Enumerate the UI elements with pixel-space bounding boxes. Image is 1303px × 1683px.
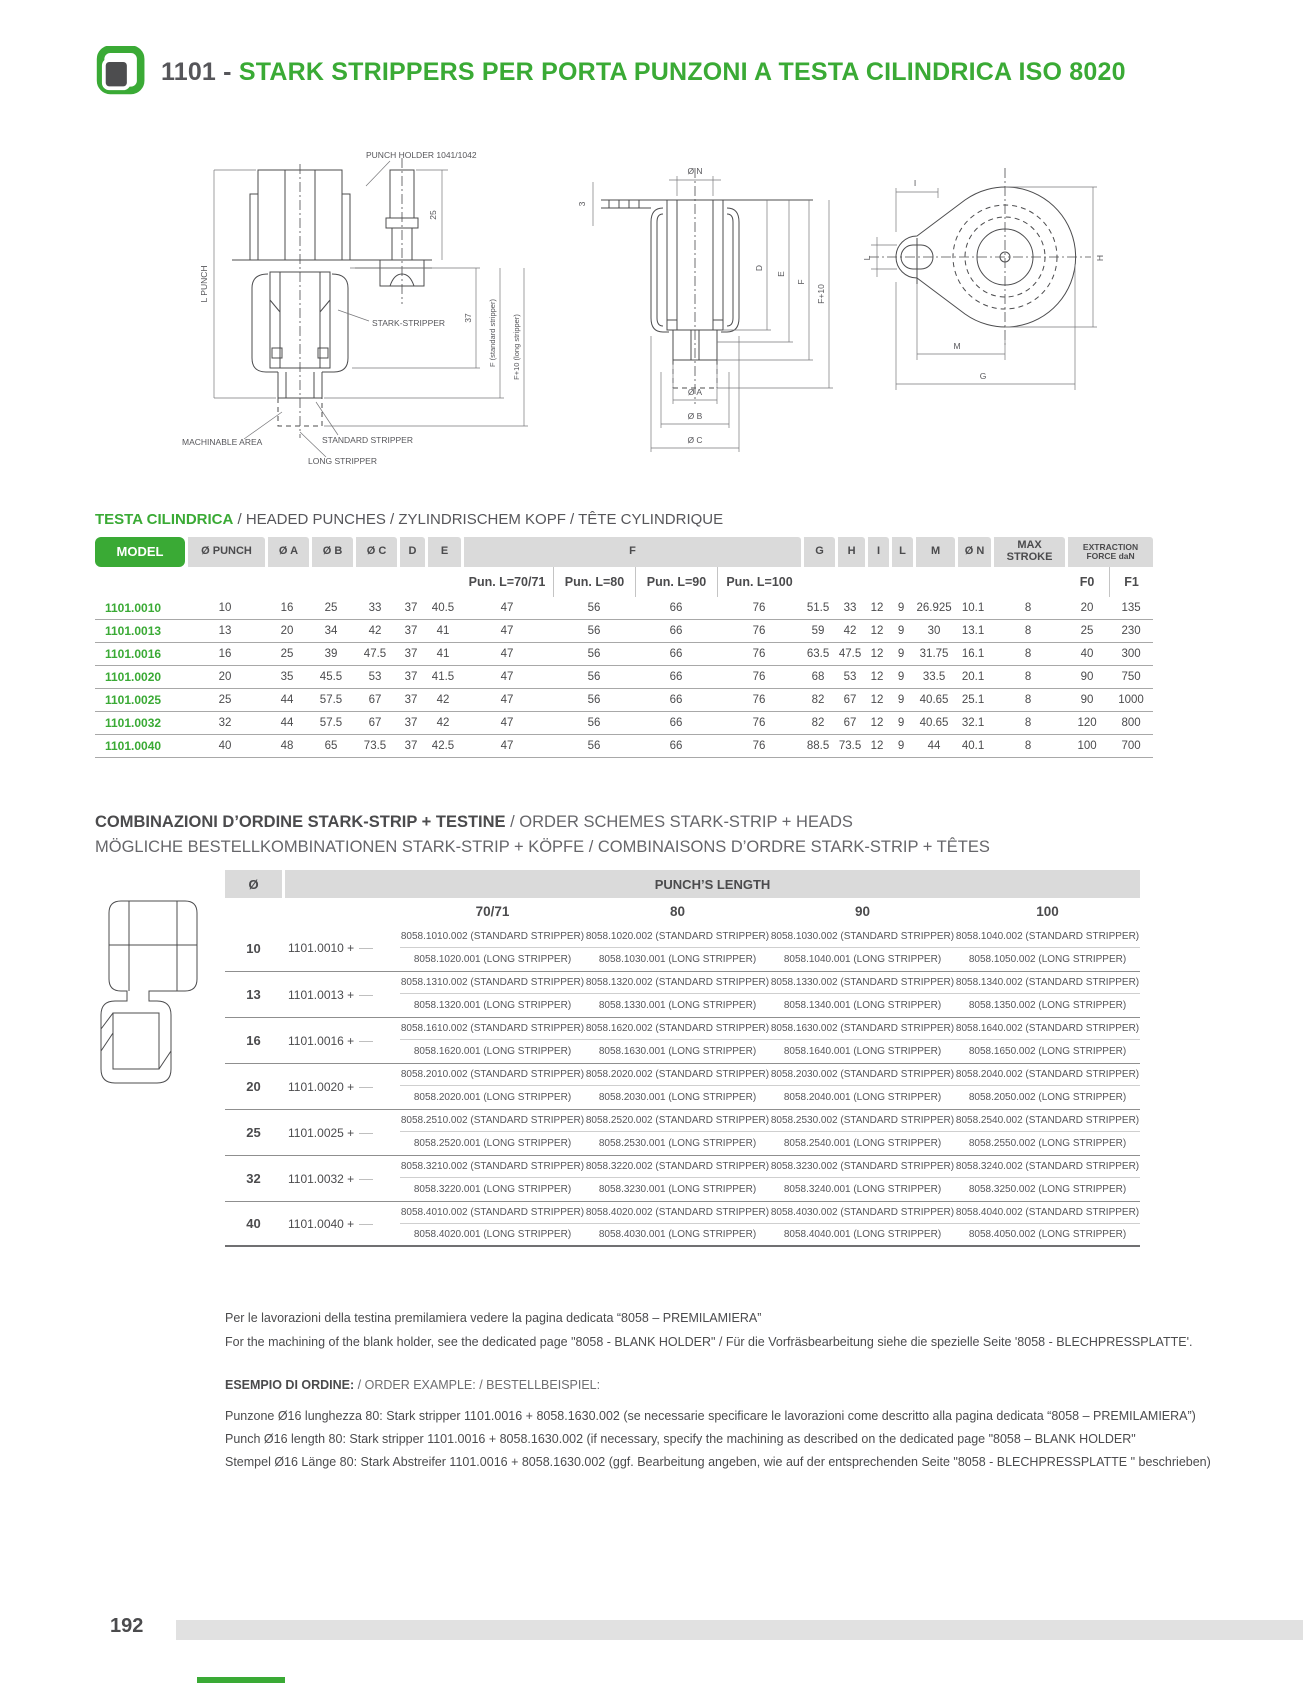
table-row: 1101.0020 20 35 45.5 53 37 41.5 47 56 66 76 68 53 12 9 33.5 20.1 8 90 750 — [95, 666, 1153, 689]
model-ref: 1101.0010 + — [282, 925, 400, 971]
combinations-heading — [95, 810, 990, 860]
model-cell: 1101.0013 — [95, 620, 185, 643]
model-cell: 1101.0016 — [95, 643, 185, 666]
order-code: 8058.2540.002 (STANDARD STRIPPER) — [955, 1109, 1140, 1132]
order-code: 8058.4020.001 (LONG STRIPPER) — [400, 1224, 585, 1247]
order-code: 8058.2530.002 (STANDARD STRIPPER) — [770, 1109, 955, 1132]
order-code: 8058.2040.002 (STANDARD STRIPPER) — [955, 1063, 1140, 1086]
order-code: 8058.1620.001 (LONG STRIPPER) — [413, 1046, 572, 1057]
table-row: 1101.0016 16 25 39 47.5 37 41 47 56 66 76 63.5 47.5 12 9 31.75 16.1 8 40 300 — [95, 643, 1153, 666]
order-code: 8058.1030.002 (STANDARD STRIPPER) — [770, 925, 955, 948]
order-code: 8058.3220.002 (STANDARD STRIPPER) — [585, 1155, 770, 1178]
length-col-100: 100 — [1036, 904, 1059, 919]
fig2-f10-label: F+10 — [816, 284, 826, 304]
order-code: 8058.1350.002 (LONG STRIPPER) — [968, 1000, 1127, 1011]
model-cell: 1101.0025 — [95, 689, 185, 712]
combinations-heading-rest: / ORDER SCHEMES STARK-STRIP + HEADS — [505, 813, 853, 831]
order-code: 8058.1310.002 (STANDARD STRIPPER) — [400, 971, 585, 994]
fig2-f-label: F — [796, 279, 806, 285]
fig-top-view — [845, 152, 1165, 412]
punch-diameter: 32 — [225, 1155, 282, 1201]
length-col-90: 90 — [854, 904, 871, 919]
fig1-l-punch-label: L PUNCH — [199, 265, 209, 303]
order-code: 8058.4010.002 (STANDARD STRIPPER) — [400, 1201, 585, 1224]
model-ref: 1101.0013 + — [282, 971, 400, 1017]
order-code: 8058.1020.001 (LONG STRIPPER) — [413, 954, 572, 965]
combo-row-standard — [225, 925, 1140, 948]
table1-caption-rest: / HEADED PUNCHES / ZYLINDRISCHEM KOPF / TÊTE CYLINDRIQUE — [233, 511, 724, 528]
order-code: 8058.2020.002 (STANDARD STRIPPER) — [585, 1063, 770, 1086]
order-code: 8058.1010.002 (STANDARD STRIPPER) — [400, 925, 585, 948]
page-code: 1101 - — [161, 57, 232, 86]
fig1-standard-stripper-label: STANDARD STRIPPER — [322, 435, 413, 445]
note-premilamiera-it: Per le lavorazioni della testina premilamiera vedere la pagina dedicata “8058 – PREMILAMIERA” — [225, 1311, 762, 1325]
model-cell: 1101.0010 — [95, 597, 185, 620]
table-row: 1101.0032 32 44 57.5 67 37 42 47 56 66 76 82 67 12 9 40.65 32.1 8 120 800 — [95, 712, 1153, 735]
col-punchs-length: PUNCH’S LENGTH — [282, 870, 1140, 898]
col-punch: Ø PUNCH — [185, 537, 265, 567]
order-code: 8058.3210.002 (STANDARD STRIPPER) — [400, 1155, 585, 1178]
col-extraction-force: EXTRACTION FORCE daN — [1065, 537, 1153, 567]
col-g: G — [801, 537, 835, 567]
fig3-m-label: M — [953, 341, 961, 351]
combo-row-standard — [225, 1155, 1140, 1178]
col-diameter: Ø — [225, 870, 282, 898]
page-number: 192 — [110, 1615, 144, 1637]
order-code: 8058.1320.001 (LONG STRIPPER) — [413, 1000, 572, 1011]
order-code: 8058.2510.002 (STANDARD STRIPPER) — [400, 1109, 585, 1132]
order-code: 8058.4040.001 (LONG STRIPPER) — [770, 1224, 955, 1247]
model-cell: 1101.0040 — [95, 735, 185, 758]
punch-diameter: 13 — [225, 971, 282, 1017]
subcol-pun-l-80: Pun. L=80 — [553, 567, 635, 597]
order-code: 8058.1610.002 (STANDARD STRIPPER) — [400, 1017, 585, 1040]
table-row: 1101.0025 25 44 57.5 67 37 42 47 56 66 76 82 67 12 9 40.65 25.1 8 90 1000 — [95, 689, 1153, 712]
order-code: 8058.3240.002 (STANDARD STRIPPER) — [955, 1155, 1140, 1178]
col-i: I — [865, 537, 889, 567]
order-code: 8058.2020.001 (LONG STRIPPER) — [413, 1092, 572, 1103]
fig2-dia-c-label: Ø C — [687, 435, 703, 445]
order-code: 8058.3230.002 (STANDARD STRIPPER) — [770, 1155, 955, 1178]
order-code: 8058.1320.002 (STANDARD STRIPPER) — [585, 971, 770, 994]
order-code: 8058.2550.002 (LONG STRIPPER) — [968, 1138, 1127, 1149]
brand-logo-icon — [93, 46, 145, 98]
order-code: 8058.1050.002 (LONG STRIPPER) — [968, 954, 1127, 965]
combinations-heading-bold: COMBINAZIONI D’ORDINE STARK-STRIP + TESTINE — [95, 813, 506, 831]
fig3-l-label: L — [862, 255, 872, 261]
fig1-stark-stripper-label: STARK-STRIPPER — [372, 318, 446, 328]
combo-row-standard — [225, 1109, 1140, 1132]
order-code: 8058.2030.001 (LONG STRIPPER) — [598, 1092, 757, 1103]
fig2-dim-3: 3 — [577, 201, 587, 207]
model-ref: 1101.0040 + — [282, 1201, 400, 1247]
fig-section-stripper — [565, 142, 845, 472]
col-dia-a: Ø A — [265, 537, 309, 567]
order-combinations-table — [225, 870, 1140, 1247]
fig-section-assembly — [180, 142, 560, 472]
punch-diameter: 40 — [225, 1201, 282, 1247]
fig-stripper-profile — [85, 893, 225, 1093]
table1-subheader-row — [95, 567, 1153, 597]
length-col-80: 80 — [669, 904, 686, 919]
order-code: 8058.1020.002 (STANDARD STRIPPER) — [585, 925, 770, 948]
length-col-7071: 70/71 — [475, 904, 510, 919]
fig3-h-label: H — [1095, 254, 1105, 262]
combinations-heading-line1 — [95, 810, 990, 835]
fig2-dia-a-label: Ø A — [687, 387, 703, 397]
order-example-en: Punch Ø16 length 80: Stark stripper 1101.0016 + 8058.1630.002 (if necessary, specify the machining as described on the dedicated page "8058 – BLANK HOLDER" — [225, 1432, 1136, 1446]
col-max-stroke: MAX STROKE — [991, 537, 1065, 567]
order-code: 8058.1330.002 (STANDARD STRIPPER) — [770, 971, 955, 994]
fig1-machinable-area-label: MACHINABLE AREA — [182, 437, 263, 447]
fig1-punch-holder-label: PUNCH HOLDER 1041/1042 — [366, 150, 477, 160]
table2-header-row — [225, 870, 1140, 898]
page-title — [161, 58, 1126, 87]
fig2-dia-n-label: Ø N — [687, 166, 703, 176]
order-code: 8058.4040.002 (STANDARD STRIPPER) — [955, 1201, 1140, 1224]
order-code: 8058.1620.002 (STANDARD STRIPPER) — [585, 1017, 770, 1040]
order-code: 8058.4030.002 (STANDARD STRIPPER) — [770, 1201, 955, 1224]
combo-row-standard — [225, 971, 1140, 994]
order-code: 8058.2040.001 (LONG STRIPPER) — [783, 1092, 942, 1103]
fig2-dia-b-label: Ø B — [687, 411, 703, 421]
order-code: 8058.1340.002 (STANDARD STRIPPER) — [955, 971, 1140, 994]
table2-length-columns-row — [225, 898, 1140, 925]
order-code: 8058.4020.002 (STANDARD STRIPPER) — [585, 1201, 770, 1224]
order-code: 8058.1030.001 (LONG STRIPPER) — [598, 954, 757, 965]
punch-diameter: 10 — [246, 940, 261, 956]
order-code: 8058.2530.001 (LONG STRIPPER) — [598, 1138, 757, 1149]
order-example-de: Stempel Ø16 Länge 80: Stark Abstreifer 1101.0016 + 8058.1630.002 (ggf. Bearbeitung angeben, wie auf der entsprechenden Seite "8058 - BLECHPRESSPLATTE " beschrieben) — [225, 1455, 1211, 1469]
table-row: 1101.0013 13 20 34 42 37 41 47 56 66 76 59 42 12 9 30 13.1 8 25 230 — [95, 620, 1153, 643]
combinations-heading-line2: MÖGLICHE BESTELLKOMBINATIONEN STARK-STRIP + KÖPFE / COMBINAISONS D’ORDRE STARK-STRIP + TÊTES — [95, 838, 990, 856]
fig1-f-standard-label: F (standard stripper) — [488, 299, 497, 367]
page-title-text: STARK STRIPPERS PER PORTA PUNZONI A TESTA CILINDRICA ISO 8020 — [238, 57, 1126, 86]
col-dia-b: Ø B — [309, 537, 353, 567]
punch-diameter: 16 — [225, 1017, 282, 1063]
page-header — [93, 46, 1126, 98]
subcol-f0: F0 — [1065, 567, 1109, 597]
fig1-long-stripper-label: LONG STRIPPER — [308, 456, 377, 466]
punch-diameter: 25 — [225, 1109, 282, 1155]
col-m: M — [913, 537, 955, 567]
footer-green-mark — [197, 1677, 285, 1683]
col-dia-n: Ø N — [955, 537, 991, 567]
order-example-heading-rest: / ORDER EXAMPLE: / BESTELLBEISPIEL: — [354, 1378, 601, 1392]
combo-row-standard — [225, 1201, 1140, 1224]
order-code: 8058.1630.001 (LONG STRIPPER) — [598, 1046, 757, 1057]
order-code: 8058.2030.002 (STANDARD STRIPPER) — [770, 1063, 955, 1086]
col-dia-c: Ø C — [353, 537, 397, 567]
col-f: F — [461, 537, 801, 567]
order-code: 8058.1650.002 (LONG STRIPPER) — [968, 1046, 1127, 1057]
subcol-pun-l-90: Pun. L=90 — [635, 567, 717, 597]
combo-row-standard — [225, 1063, 1140, 1086]
col-h: H — [835, 537, 865, 567]
model-cell: 1101.0032 — [95, 712, 185, 735]
col-model: MODEL — [95, 537, 185, 567]
table-row: 1101.0040 40 48 65 73.5 37 42.5 47 56 66 76 88.5 73.5 12 9 44 40.1 8 100 700 — [95, 735, 1153, 758]
order-code: 8058.3250.002 (LONG STRIPPER) — [968, 1184, 1127, 1195]
fig2-d-label: D — [754, 264, 764, 272]
punch-diameter: 20 — [225, 1063, 282, 1109]
fig3-g-label: G — [979, 371, 987, 381]
order-code: 8058.1340.001 (LONG STRIPPER) — [783, 1000, 942, 1011]
table1-caption-primary: TESTA CILINDRICA — [95, 511, 234, 528]
combo-row-standard — [225, 1017, 1140, 1040]
model-cell: 1101.0020 — [95, 666, 185, 689]
model-ref: 1101.0020 + — [282, 1063, 400, 1109]
order-code: 8058.4050.002 (LONG STRIPPER) — [955, 1224, 1140, 1247]
model-ref: 1101.0016 + — [282, 1017, 400, 1063]
footer-bar — [176, 1620, 1303, 1640]
table1-caption — [95, 511, 723, 528]
col-e: E — [425, 537, 461, 567]
note-premilamiera-en-de: For the machining of the blank holder, see the dedicated page "8058 - BLANK HOLDER" / Für die Vorfräsbearbeitung siehe die spezielle Seite '8058 - BLECHPRESSPLATTE'. — [225, 1335, 1193, 1349]
order-example-heading — [225, 1374, 1275, 1397]
order-code: 8058.3240.001 (LONG STRIPPER) — [783, 1184, 942, 1195]
order-code: 8058.1330.001 (LONG STRIPPER) — [598, 1000, 757, 1011]
order-example-heading-bold: ESEMPIO DI ORDINE: — [225, 1378, 355, 1392]
order-code: 8058.1640.002 (STANDARD STRIPPER) — [955, 1017, 1140, 1040]
order-code: 8058.2050.002 (LONG STRIPPER) — [968, 1092, 1127, 1103]
col-d: D — [397, 537, 425, 567]
headed-punches-table — [95, 537, 1153, 758]
order-code: 8058.1040.002 (STANDARD STRIPPER) — [955, 925, 1140, 948]
fig2-e-label: E — [776, 271, 786, 277]
order-example-it: Punzone Ø16 lunghezza 80: Stark stripper 1101.0016 + 8058.1630.002 (se necessarie specificare le lavorazioni come descritto alla pagina dedicata “8058 – PREMILAMIERA”) — [225, 1409, 1196, 1423]
order-code: 8058.1040.001 (LONG STRIPPER) — [783, 954, 942, 965]
order-example-block — [225, 1374, 1275, 1474]
fig3-i-label: I — [913, 178, 917, 188]
order-code: 8058.1640.001 (LONG STRIPPER) — [783, 1046, 942, 1057]
order-code: 8058.3220.001 (LONG STRIPPER) — [413, 1184, 572, 1195]
notes-block — [225, 1306, 1235, 1354]
order-code: 8058.4030.001 (LONG STRIPPER) — [585, 1224, 770, 1247]
order-code: 8058.3230.001 (LONG STRIPPER) — [598, 1184, 757, 1195]
table-row: 1101.0010 10 16 25 33 37 40.5 47 56 66 76 51.5 33 12 9 26.925 10.1 8 20 135 — [95, 597, 1153, 620]
model-ref: 1101.0032 + — [282, 1155, 400, 1201]
col-l: L — [889, 537, 913, 567]
order-code: 8058.2520.001 (LONG STRIPPER) — [413, 1138, 572, 1149]
fig1-dim-37: 37 — [463, 313, 473, 323]
order-code: 8058.2540.001 (LONG STRIPPER) — [783, 1138, 942, 1149]
order-code: 8058.2010.002 (STANDARD STRIPPER) — [400, 1063, 585, 1086]
model-ref: 1101.0025 + — [282, 1109, 400, 1155]
order-code: 8058.1630.002 (STANDARD STRIPPER) — [770, 1017, 955, 1040]
fig1-dim-25: 25 — [428, 210, 438, 220]
order-code: 8058.2520.002 (STANDARD STRIPPER) — [585, 1109, 770, 1132]
table1-header-row — [95, 537, 1153, 567]
subcol-f1: F1 — [1109, 567, 1153, 597]
subcol-pun-l-100: Pun. L=100 — [717, 567, 801, 597]
subcol-pun-l-7071: Pun. L=70/71 — [461, 567, 553, 597]
fig1-f-long-label: F+10 (long stripper) — [512, 314, 521, 380]
